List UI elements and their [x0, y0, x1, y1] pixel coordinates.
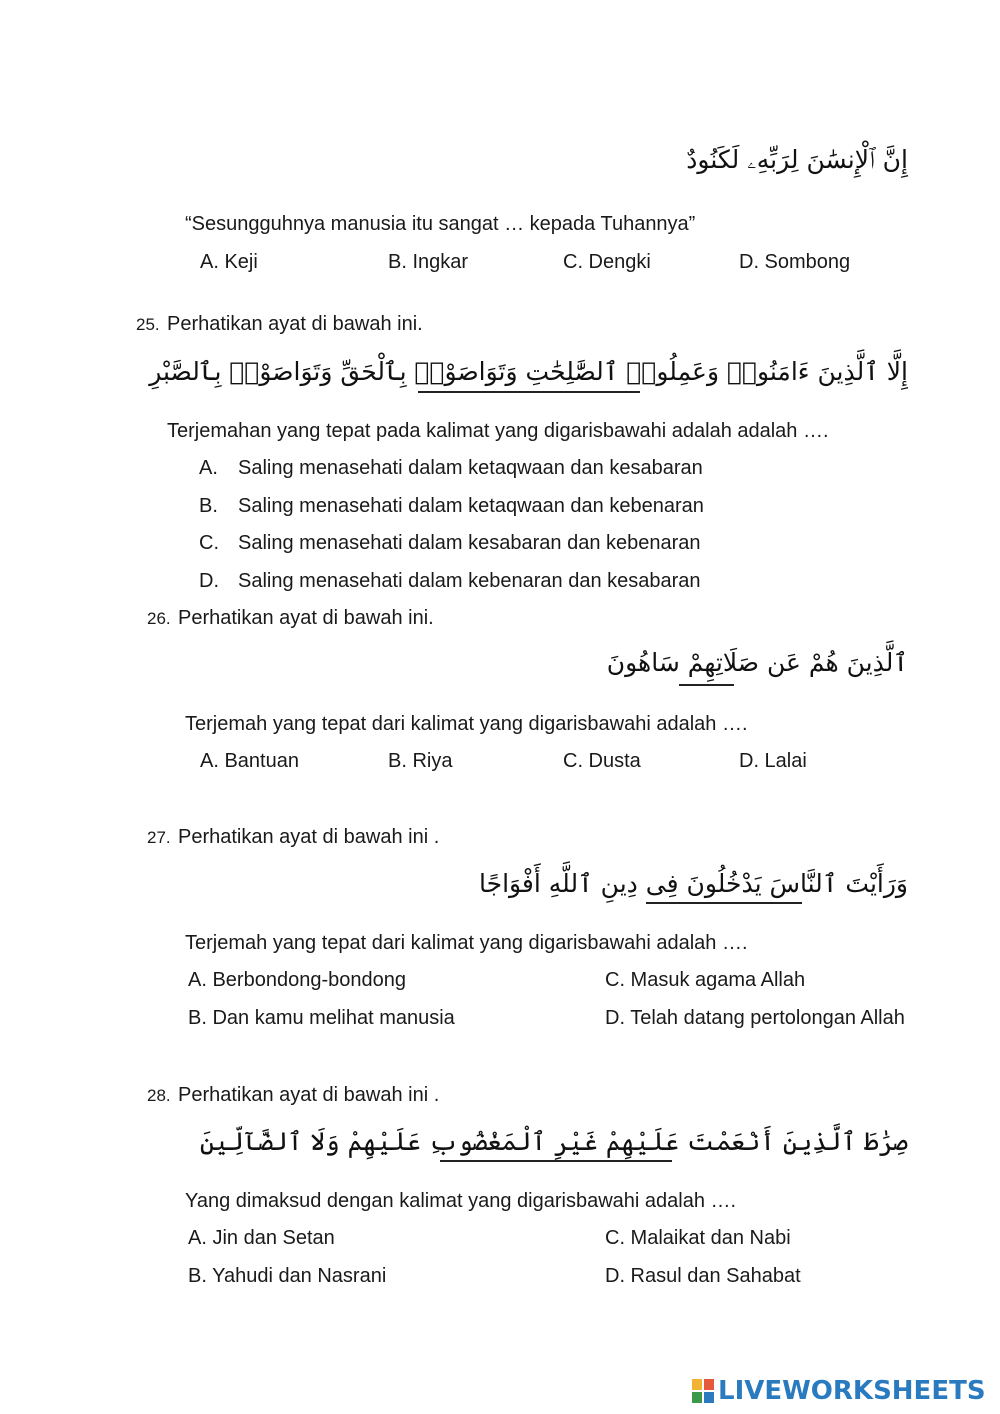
q24-arabic-verse: إِنَّ ٱلْإِنسَٰنَ لِرَبِّهِۦ لَكَنُودٌ — [686, 145, 908, 174]
q25-arabic-verse: إِلَّا ٱلَّذِينَ ءَامَنُوا۟ وَعَمِلُوا۟ ٱلصَّٰلِحَٰتِ وَتَوَاصَوْا۟ بِٱلْحَقِّ وَتَوَاصَوْا۟ بِٱلصَّبْرِ — [149, 357, 908, 386]
q25-option-b-text[interactable]: Saling menasehati dalam ketaqwaan dan kebenaran — [238, 495, 704, 517]
q25-option-d-letter[interactable]: D. — [199, 570, 219, 592]
q27-option-d[interactable]: D. Telah datang pertolongan Allah — [605, 1007, 905, 1029]
liveworksheets-logo — [692, 1375, 992, 1407]
q28-option-b[interactable]: B. Yahudi dan Nasrani — [188, 1265, 387, 1287]
q28-prompt: Perhatikan ayat di bawah ini . — [178, 1084, 440, 1106]
q27-question: Terjemah yang tepat dari kalimat yang digarisbawahi adalah …. — [185, 932, 748, 954]
q26-arabic-verse: ٱلَّذِينَ هُمْ عَن صَلَاتِهِمْ سَاهُونَ — [606, 648, 908, 677]
q24-translation: “Sesungguhnya manusia itu sangat … kepada Tuhannya” — [185, 213, 696, 235]
q28-question: Yang dimaksud dengan kalimat yang digarisbawahi adalah …. — [185, 1190, 737, 1212]
q26-option-b[interactable]: B. Riya — [388, 750, 453, 772]
q27-option-c[interactable]: C. Masuk agama Allah — [605, 969, 806, 991]
q25-option-d-text[interactable]: Saling menasehati dalam kebenaran dan kesabaran — [238, 570, 701, 592]
q25-option-c-text[interactable]: Saling menasehati dalam kesabaran dan kebenaran — [238, 532, 701, 554]
q27-underline — [646, 902, 802, 904]
q28-underline — [440, 1160, 672, 1162]
q25-underline — [418, 391, 640, 393]
q26-question: Terjemah yang tepat dari kalimat yang digarisbawahi adalah …. — [185, 713, 748, 735]
q27-prompt: Perhatikan ayat di bawah ini . — [178, 826, 440, 848]
q26-underline — [679, 684, 734, 686]
q25-option-b-letter[interactable]: B. — [199, 495, 218, 517]
q25-number: 25. — [136, 315, 160, 334]
q26-option-c[interactable]: C. Dusta — [563, 750, 641, 772]
q26-option-d[interactable]: D. Lalai — [739, 750, 807, 772]
q25-option-c-letter[interactable]: C. — [199, 532, 219, 554]
q28-option-c[interactable]: C. Malaikat dan Nabi — [605, 1227, 791, 1249]
liveworksheets-icon — [692, 1379, 714, 1403]
q27-number: 27. — [147, 828, 171, 847]
q28-option-d[interactable]: D. Rasul dan Sahabat — [605, 1265, 801, 1287]
q28-arabic-verse: صِرَٰطَ ٱلَّذِينَ أَنْعَمْتَ عَلَيْهِمْ غَيْرِ ٱلْمَغْضُوبِ عَلَيْهِمْ وَلَا ٱلضَّآلِّينَ — [199, 1127, 908, 1156]
q27-option-a[interactable]: A. Berbondong-bondong — [188, 969, 406, 991]
q25-question: Terjemahan yang tepat pada kalimat yang digarisbawahi adalah adalah …. — [167, 420, 829, 442]
q28-option-a[interactable]: A. Jin dan Setan — [188, 1227, 335, 1249]
q25-option-a-text[interactable]: Saling menasehati dalam ketaqwaan dan kesabaran — [238, 457, 703, 479]
q24-option-c[interactable]: C. Dengki — [563, 251, 651, 273]
liveworksheets-wordmark: LIVEWORKSHEETS — [718, 1376, 986, 1406]
q27-option-b[interactable]: B. Dan kamu melihat manusia — [188, 1007, 455, 1029]
q25-prompt: Perhatikan ayat di bawah ini. — [167, 313, 423, 335]
q25-option-a-letter[interactable]: A. — [199, 457, 218, 479]
q27-arabic-verse: وَرَأَيْتَ ٱلنَّاسَ يَدْخُلُونَ فِى دِينِ ٱللَّهِ أَفْوَاجًا — [479, 869, 908, 898]
q26-prompt: Perhatikan ayat di bawah ini. — [178, 607, 434, 629]
q28-number: 28. — [147, 1086, 171, 1105]
q26-option-a[interactable]: A. Bantuan — [200, 750, 299, 772]
q24-option-b[interactable]: B. Ingkar — [388, 251, 469, 273]
q24-option-a[interactable]: A. Keji — [200, 251, 258, 273]
q26-number: 26. — [147, 609, 171, 628]
q24-option-d[interactable]: D. Sombong — [739, 251, 851, 273]
